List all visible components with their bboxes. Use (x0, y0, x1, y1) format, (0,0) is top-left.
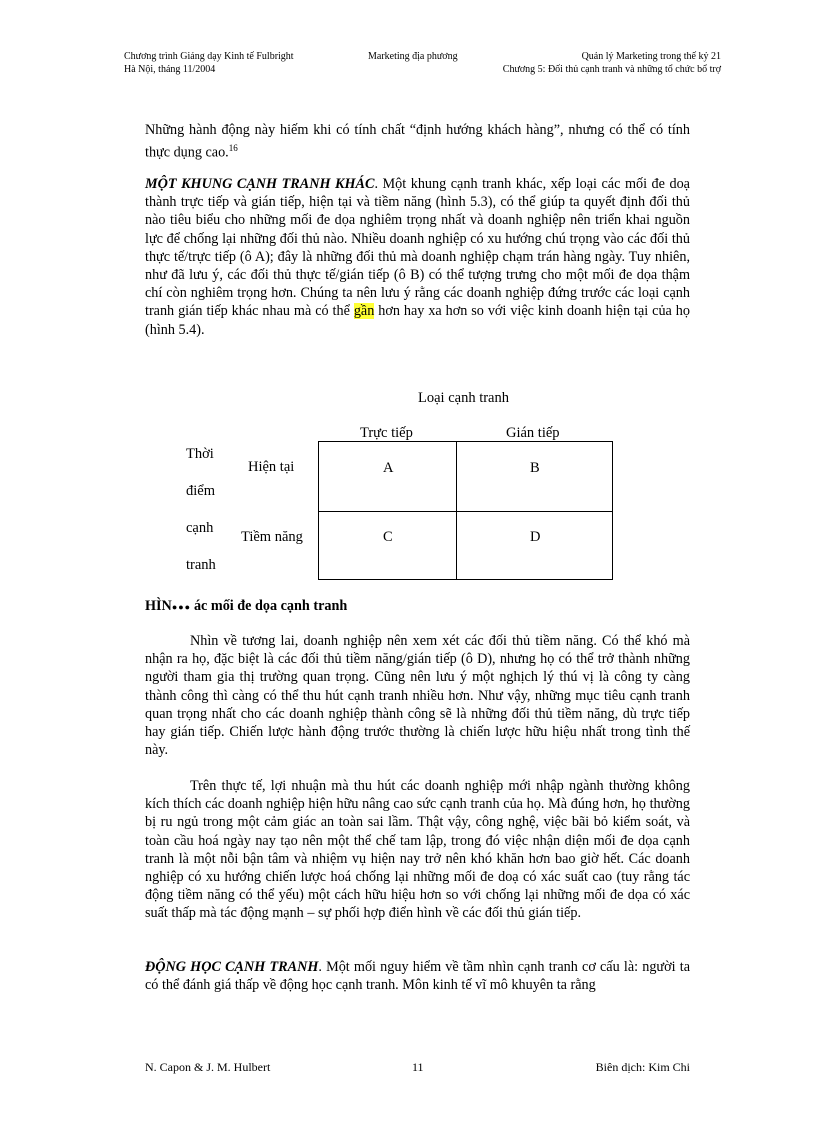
row-label-potential: Tiềm năng (241, 529, 303, 545)
header-right (503, 50, 721, 76)
paragraph-5 (145, 958, 690, 994)
header-book-title: Quản lý Marketing trong thế kỷ 21 (581, 51, 721, 62)
side-label-4: tranh (186, 557, 216, 573)
side-label-2: điểm (186, 483, 215, 499)
cell-a: A (383, 460, 394, 476)
header-center: Marketing địa phương (368, 51, 458, 62)
highlighted-word: gần (353, 303, 375, 320)
footer-authors: N. Capon & J. M. Hulbert (145, 1060, 271, 1074)
section-heading-framework: MỘT KHUNG CẠNH TRANH KHÁC (145, 176, 375, 192)
header-program: Chương trình Giảng dạy Kinh tế Fulbright (124, 51, 294, 62)
paragraph-2-text-b: hơn hay xa hơn so với việc kinh doanh hiện tại của họ (hình 5.4). (145, 303, 690, 338)
column-header-direct: Trực tiếp (360, 425, 413, 441)
figure-caption: HÌN●●● ác mối đe dọa cạnh tranh (145, 598, 348, 614)
paragraph-4: Trên thực tế, lợi nhuận mà thu hút các doanh nghiệp mới nhập ngành thường không kích thích các doanh nghiệp hiện hữu nâng cao sức cạnh tranh của họ. Mà đúng hơn, họ thường bị ru ngủ trong một cảm giác an toàn sai lầm. Thật vậy, công nghệ, việc bãi bỏ kiểm soát, và toàn cầu hoá ngày nay tạo nên một thể chế tam lập, trong đó việc nhận diện mối đe dọa cạnh tranh là một nỗi bận tâm và nhiệm vụ hiện nay trở nên khó khăn hơn bao giờ hết. Các doanh nghiệp có xu hướng chiến lược hoá chống lại những mối đe doạ có xác suất cao (tuy rằng tác động tiềm năng có thể yếu) một cách hữu hiệu hơn so với chống lại những mối đe dọa có xác suất thấp mà tác động mạnh – sự phối hợp điển hình về các đối thủ gián tiếp. (145, 778, 690, 922)
side-label-1: Thời (186, 446, 214, 462)
cell-c: C (383, 529, 393, 545)
figure-caption-end: ác mối đe dọa cạnh tranh (193, 598, 348, 614)
figure-caption-start: HÌN (145, 598, 172, 614)
figure-title: Loại cạnh tranh (418, 390, 509, 406)
paragraph-3: Nhìn về tương lai, doanh nghiệp nên xem xét các đối thủ tiềm năng. Có thể khó mà nhận ra họ, đặc biệt là các đối thủ tiềm năng/gián tiếp (ô D), nhưng họ có thể trở thành những người tham gia thị trường quan trọng. Cũng nên lưu ý một nghịch lý thú vị là công ty càng thành công thì càng có thể thu hút cạnh tranh nhiều hơn. Như vậy, những mục tiêu cạnh tranh quan trọng nhất cho các doanh nghiệp thành công sẽ là những đối thủ tiềm năng, dù trực tiếp hay gián tiếp. Chiến lược hành động trước thường là chiến lược hữu hiệu nhất trong tình thế này. (145, 633, 690, 759)
paragraph-1 (145, 121, 690, 162)
header-left (124, 50, 294, 76)
section-heading-dynamics: ĐỘNG HỌC CẠNH TRANH (145, 959, 319, 975)
footer-translator: Biên dịch: Kim Chi (595, 1060, 690, 1074)
header-date: Hà Nội, tháng 11/2004 (124, 64, 216, 75)
cell-d: D (530, 529, 541, 545)
cell-b: B (530, 460, 540, 476)
paragraph-5-text: . Một mối nguy hiểm về tầm nhìn cạnh tranh cơ cấu là: người ta có thể đánh giá thấp về động học cạnh tranh. Môn kinh tế vĩ mô khuyên ta rằng (145, 959, 690, 994)
matrix-divider-horizontal (318, 511, 613, 512)
header-chapter: Chương 5: Đối thủ cạnh tranh và những tổ chức bổ trợ (502, 64, 721, 75)
side-label-3: cạnh (186, 520, 214, 536)
page-number: 11 (412, 1060, 424, 1074)
footnote-ref: 16 (228, 143, 238, 154)
column-header-indirect: Gián tiếp (506, 425, 560, 441)
paragraph-2 (145, 175, 690, 339)
row-label-current: Hiện tại (248, 459, 295, 475)
paragraph-1-text: Những hành động này hiếm khi có tính chất “định hướng khách hàng”, nhưng có thể có tính thực dụng cao. (145, 122, 690, 161)
paragraph-2-text-a: . Một khung cạnh tranh khác, xếp loại các mối đe doạ thành trực tiếp và gián tiếp, hiện tại và tiềm năng (hình 5.3), có thể giúp ta quyết định đối thủ nào tiêu biểu cho những mối đe dọa nghiêm trọng nhất và doanh nghiệp nên triển khai nguồn lực để chống lại những đối thủ nào. Nhiều doanh nghiệp có xu hướng chú trọng vào các đối thủ thực tế/trực tiếp (ô A); đây là những đối thủ mà doanh nghiệp chạm trán hàng ngày. Tuy nhiên, như đã lưu ý, các đối thủ thực tế/gián tiếp (ô B) có thể tượng trưng cho một mối đe dọa thậm chí còn nghiêm trọng hơn. Chúng ta nên lưu ý rằng các doanh nghiệp đứng trước các loại cạnh tranh gián tiếp khác nhau mà có thể (145, 176, 690, 320)
